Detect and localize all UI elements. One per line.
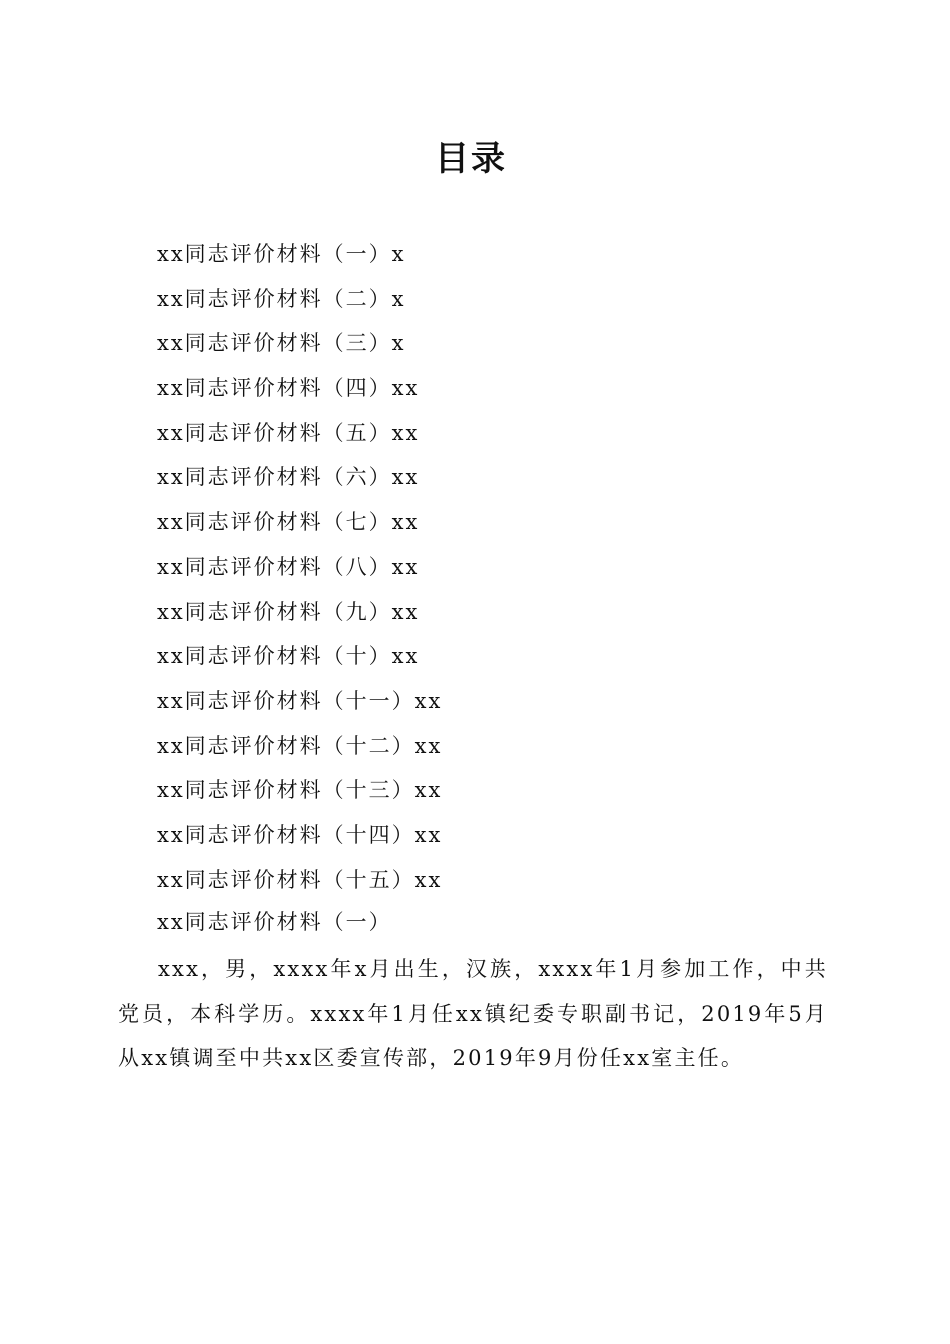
toc-entry: xx同志评价材料（十一）xx <box>157 688 443 713</box>
toc-entry: xx同志评价材料（七）xx <box>157 510 420 535</box>
toc-entry: xx同志评价材料（九）xx <box>157 599 420 624</box>
table-of-contents <box>157 232 442 902</box>
body-paragraph: xxx，男，xxxx年x月出生，汉族，xxxx年1月参加工作，中共党员，本科学历。xxxx年1月任xx镇纪委专职副书记，2019年5月从xx镇调至中共xx区委宣传部，2019年9月份任xx室主任。 <box>118 957 828 1070</box>
toc-entry: xx同志评价材料（二）x <box>157 286 406 311</box>
toc-entry: xx同志评价材料（三）x <box>157 331 406 356</box>
toc-entry: xx同志评价材料（四）xx <box>157 376 420 401</box>
document-title: 目录 <box>435 139 507 179</box>
toc-entry: xx同志评价材料（五）xx <box>157 420 420 445</box>
toc-entry: xx同志评价材料（十五）xx <box>157 867 443 892</box>
toc-entry: xx同志评价材料（十）xx <box>157 644 420 669</box>
section-heading: xx同志评价材料（一） <box>157 910 392 934</box>
toc-entry: xx同志评价材料（六）xx <box>157 465 420 490</box>
toc-entry: xx同志评价材料（十四）xx <box>157 822 443 847</box>
toc-entry: xx同志评价材料（十三）xx <box>157 778 443 803</box>
toc-entry: xx同志评价材料（八）xx <box>157 554 420 579</box>
toc-entry: xx同志评价材料（一）x <box>157 242 406 266</box>
toc-entry: xx同志评价材料（十二）xx <box>157 733 443 758</box>
